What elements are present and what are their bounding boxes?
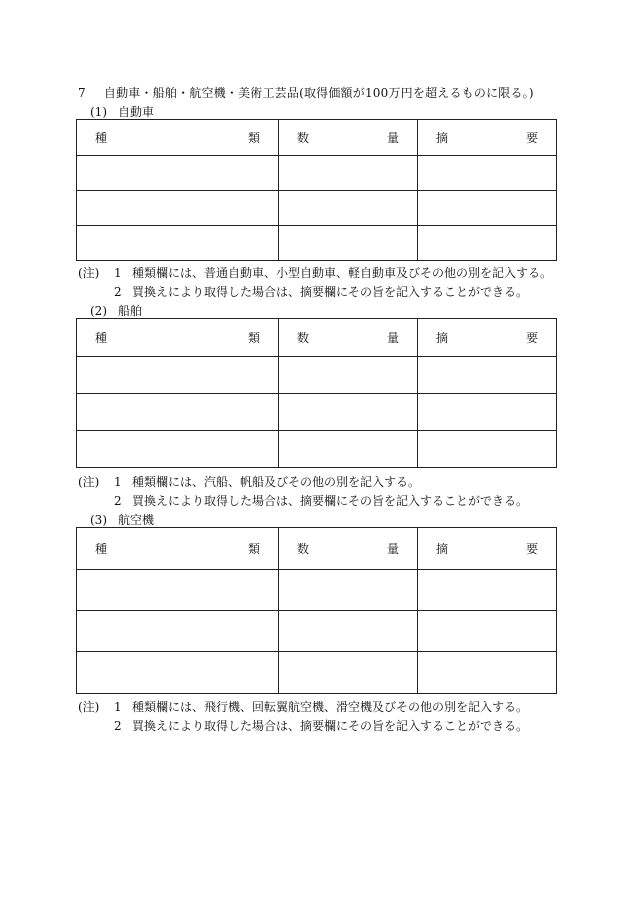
cell-quantity[interactable] — [279, 611, 418, 652]
table-row — [77, 226, 557, 261]
cell-remarks[interactable] — [418, 431, 557, 468]
cell-quantity[interactable] — [279, 652, 418, 694]
subsection-number: (1) — [90, 105, 107, 119]
table-row — [77, 611, 557, 652]
cell-quantity[interactable] — [279, 570, 418, 611]
note-line: (注) 1 種類欄には、汽船、帆船及びその他の別を記入する。 — [78, 475, 421, 489]
automobile-table — [76, 119, 557, 261]
cell-type[interactable] — [77, 191, 279, 226]
header-remarks: 摘 要 — [418, 120, 557, 156]
header-remarks: 摘 要 — [418, 528, 557, 570]
cell-remarks[interactable] — [418, 394, 557, 431]
table-row — [77, 570, 557, 611]
header-type: 種 類 — [77, 319, 279, 357]
note-line: 2 買換えにより取得した場合は、摘要欄にその旨を記入することができる。 — [114, 494, 529, 508]
cell-remarks[interactable] — [418, 570, 557, 611]
cell-type[interactable] — [77, 394, 279, 431]
aircraft-table — [76, 527, 557, 694]
table-header-row — [77, 120, 557, 156]
cell-type[interactable] — [77, 357, 279, 394]
cell-remarks[interactable] — [418, 156, 557, 191]
table-row — [77, 191, 557, 226]
cell-remarks[interactable] — [418, 611, 557, 652]
table-row — [77, 652, 557, 694]
heading-text: 自動車・船舶・航空機・美術工芸品(取得価額が100万円を超えるものに限る。) — [103, 86, 534, 100]
cell-remarks[interactable] — [418, 226, 557, 261]
header-type: 種 類 — [77, 120, 279, 156]
table-header-row — [77, 319, 557, 357]
cell-type[interactable] — [77, 226, 279, 261]
table-row — [77, 156, 557, 191]
heading-number: 7 — [78, 86, 86, 100]
note-line: 2 買換えにより取得した場合は、摘要欄にその旨を記入することができる。 — [114, 285, 529, 299]
note-line: 2 買換えにより取得した場合は、摘要欄にその旨を記入することができる。 — [114, 719, 529, 733]
subsection-title-automobile — [90, 103, 154, 120]
cell-type[interactable] — [77, 611, 279, 652]
cell-remarks[interactable] — [418, 191, 557, 226]
cell-quantity[interactable] — [279, 357, 418, 394]
cell-quantity[interactable] — [279, 394, 418, 431]
header-quantity: 数 量 — [279, 319, 418, 357]
table-header-row — [77, 528, 557, 570]
subsection-label: 航空機 — [118, 513, 155, 527]
cell-type[interactable] — [77, 652, 279, 694]
subsection-label: 船舶 — [118, 304, 143, 318]
note-line: (注) 1 種類欄には、普通自動車、小型自動車、軽自動車及びその他の別を記入する。 — [78, 266, 553, 280]
cell-quantity[interactable] — [279, 226, 418, 261]
header-quantity: 数 量 — [279, 120, 418, 156]
cell-type[interactable] — [77, 431, 279, 468]
cell-quantity[interactable] — [279, 156, 418, 191]
table-row — [77, 431, 557, 468]
header-remarks: 摘 要 — [418, 319, 557, 357]
subsection-title-ship — [90, 302, 142, 319]
cell-type[interactable] — [77, 570, 279, 611]
subsection-number: (2) — [90, 304, 107, 318]
ship-table — [76, 318, 557, 468]
header-quantity: 数 量 — [279, 528, 418, 570]
header-type: 種 類 — [77, 528, 279, 570]
cell-remarks[interactable] — [418, 357, 557, 394]
cell-quantity[interactable] — [279, 431, 418, 468]
subsection-number: (3) — [90, 513, 107, 527]
section-heading — [78, 84, 534, 101]
subsection-title-aircraft — [90, 511, 154, 528]
table-row — [77, 394, 557, 431]
table-row — [77, 357, 557, 394]
cell-remarks[interactable] — [418, 652, 557, 694]
note-line: (注) 1 種類欄には、飛行機、回転翼航空機、滑空機及びその他の別を記入する。 — [78, 700, 529, 714]
subsection-label: 自動車 — [118, 105, 155, 119]
cell-type[interactable] — [77, 156, 279, 191]
cell-quantity[interactable] — [279, 191, 418, 226]
